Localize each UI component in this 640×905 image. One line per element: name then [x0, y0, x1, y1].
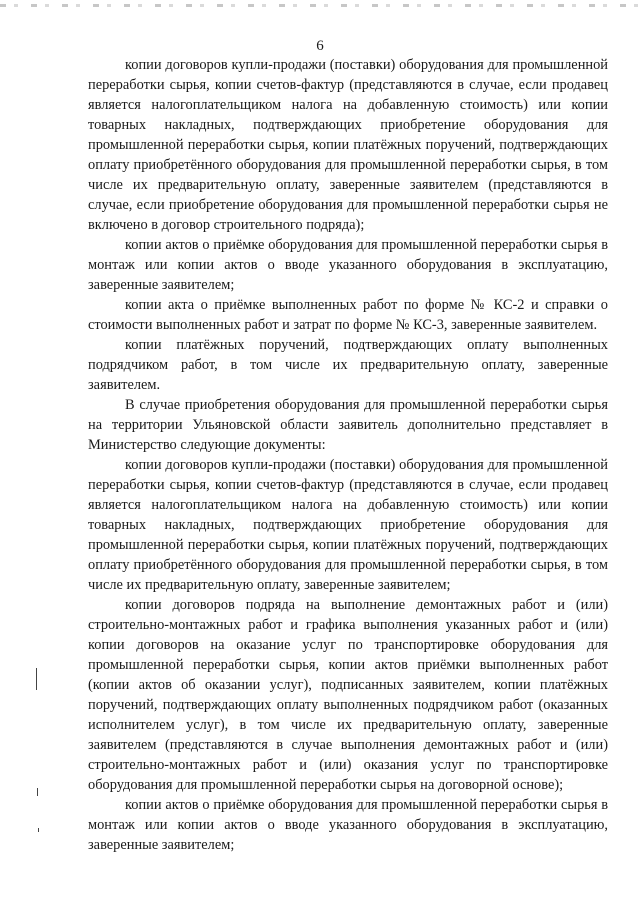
- paragraph-2: копии актов о приёмке оборудования для промышленной переработки сырья в монтаж или копии актов о вводе указанного оборудования в эксплуатацию, заверенные заявителем;: [88, 237, 608, 293]
- paragraph-1: копии договоров купли-продажи (поставки) оборудования для промышленной переработки сырья, копии счетов-фактур (представляются в случае, если продавец является налогоплательщиком налога на добавленную стоимость) или копии товарных накладных, подтверждающих приобретение оборудования для промышленной переработки сырья, копии платёжных поручений, подтверждающих оплату приобретённого оборудования для промышленной переработки сырья, в том числе их предварительную оплату, заверенные заявителем (представляются в случае, если приобретение оборудования для промышленной переработки сырья не включено в договор строительного подряда);: [88, 57, 608, 233]
- document-body: [88, 55, 608, 855]
- paragraph-8: копии актов о приёмке оборудования для промышленной переработки сырья в монтаж или копии актов о вводе указанного оборудования в эксплуатацию, заверенные заявителем;: [88, 797, 608, 853]
- paragraph-7: копии договоров подряда на выполнение демонтажных работ и (или) строительно-монтажных работ и графика выполнения указанных работ и (или) копии договоров на оказание услуг по транспортировке оборудования для промышленной переработки сырья, копии актов приёмки выполненных работ (копии актов об оказании услуг), подписанных заявителем, копии платёжных поручений, подтверждающих оплату выполненных подрядчиком работ (оказанных исполнителем услуг), в том числе их предварительную оплату, заверенные заявителем (представляются в случае выполнения демонтажных работ и (или) строительно-монтажных работ и (или) оказания услуг по транспортировке оборудования для промышленной переработки сырья на договорной основе);: [88, 597, 608, 793]
- margin-scan-mark: [37, 788, 38, 796]
- margin-scan-mark: [36, 668, 37, 690]
- scan-edge-artifact: [0, 4, 640, 7]
- paragraph-5: В случае приобретения оборудования для промышленной переработки сырья на территории Ульяновской области заявитель дополнительно представляет в Министерство следующие документы:: [88, 397, 608, 453]
- paragraph-6: копии договоров купли-продажи (поставки) оборудования для промышленной переработки сырья, копии счетов-фактур (представляются в случае, если продавец является налогоплательщиком налога на добавленную стоимость) или копии товарных накладных, подтверждающих приобретение оборудования для промышленной переработки сырья, копии платёжных поручений, подтверждающих оплату приобретённого оборудования для промышленной переработки сырья, в том числе их предварительную оплату, заверенные заявителем;: [88, 457, 608, 593]
- paragraph-4: копии платёжных поручений, подтверждающих оплату выполненных подрядчиком работ, в том числе их предварительную оплату, заверенные заявителем.: [88, 337, 608, 393]
- paragraph-3: копии акта о приёмке выполненных работ по форме № КС-2 и справки о стоимости выполненных работ и затрат по форме № КС-3, заверенные заявителем.: [88, 297, 608, 333]
- margin-scan-mark: [38, 828, 39, 832]
- page-number: 6: [316, 38, 324, 54]
